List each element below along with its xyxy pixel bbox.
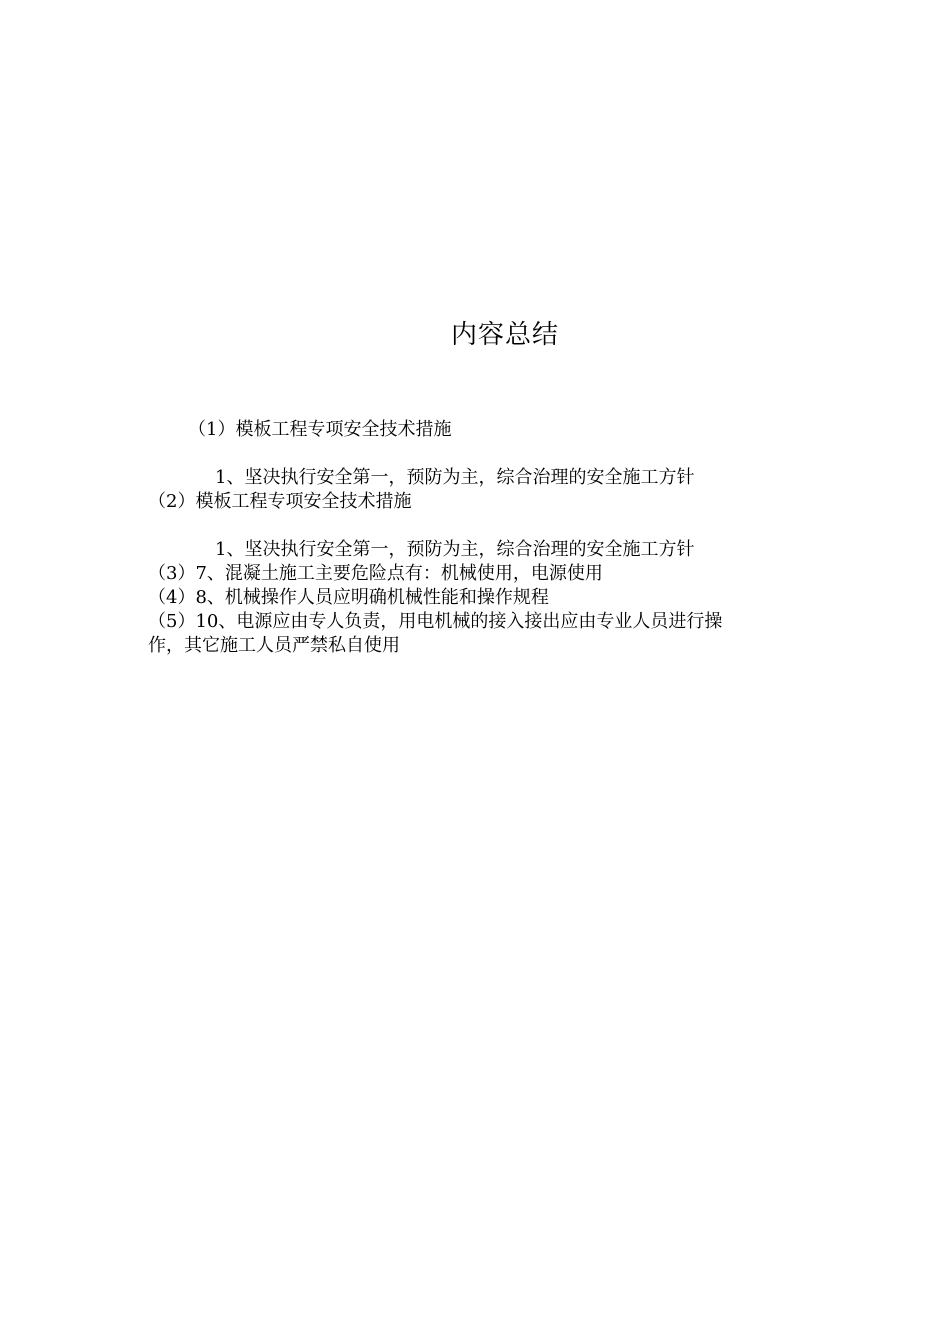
section-2-heading: （2）模板工程专项安全技术措施 [148, 491, 412, 512]
section-1-item: 1、坚决执行安全第一，预防为主，综合治理的安全施工方针 [215, 467, 695, 488]
section-3-line: （3）7、混凝土施工主要危险点有：机械使用，电源使用 [148, 563, 603, 584]
section-2-item: 1、坚决执行安全第一，预防为主，综合治理的安全施工方针 [215, 539, 695, 560]
section-5-line: （5）10、电源应由专人负责，用电机械的接入接出应由专业人员进行操 [148, 611, 723, 632]
document-title: 内容总结 [450, 320, 559, 350]
section-1-heading: （1）模板工程专项安全技术措施 [188, 419, 452, 440]
section-5-line-continued: 作，其它施工人员严禁私自使用 [148, 635, 400, 656]
section-4-line: （4）8、机械操作人员应明确机械性能和操作规程 [148, 587, 549, 608]
